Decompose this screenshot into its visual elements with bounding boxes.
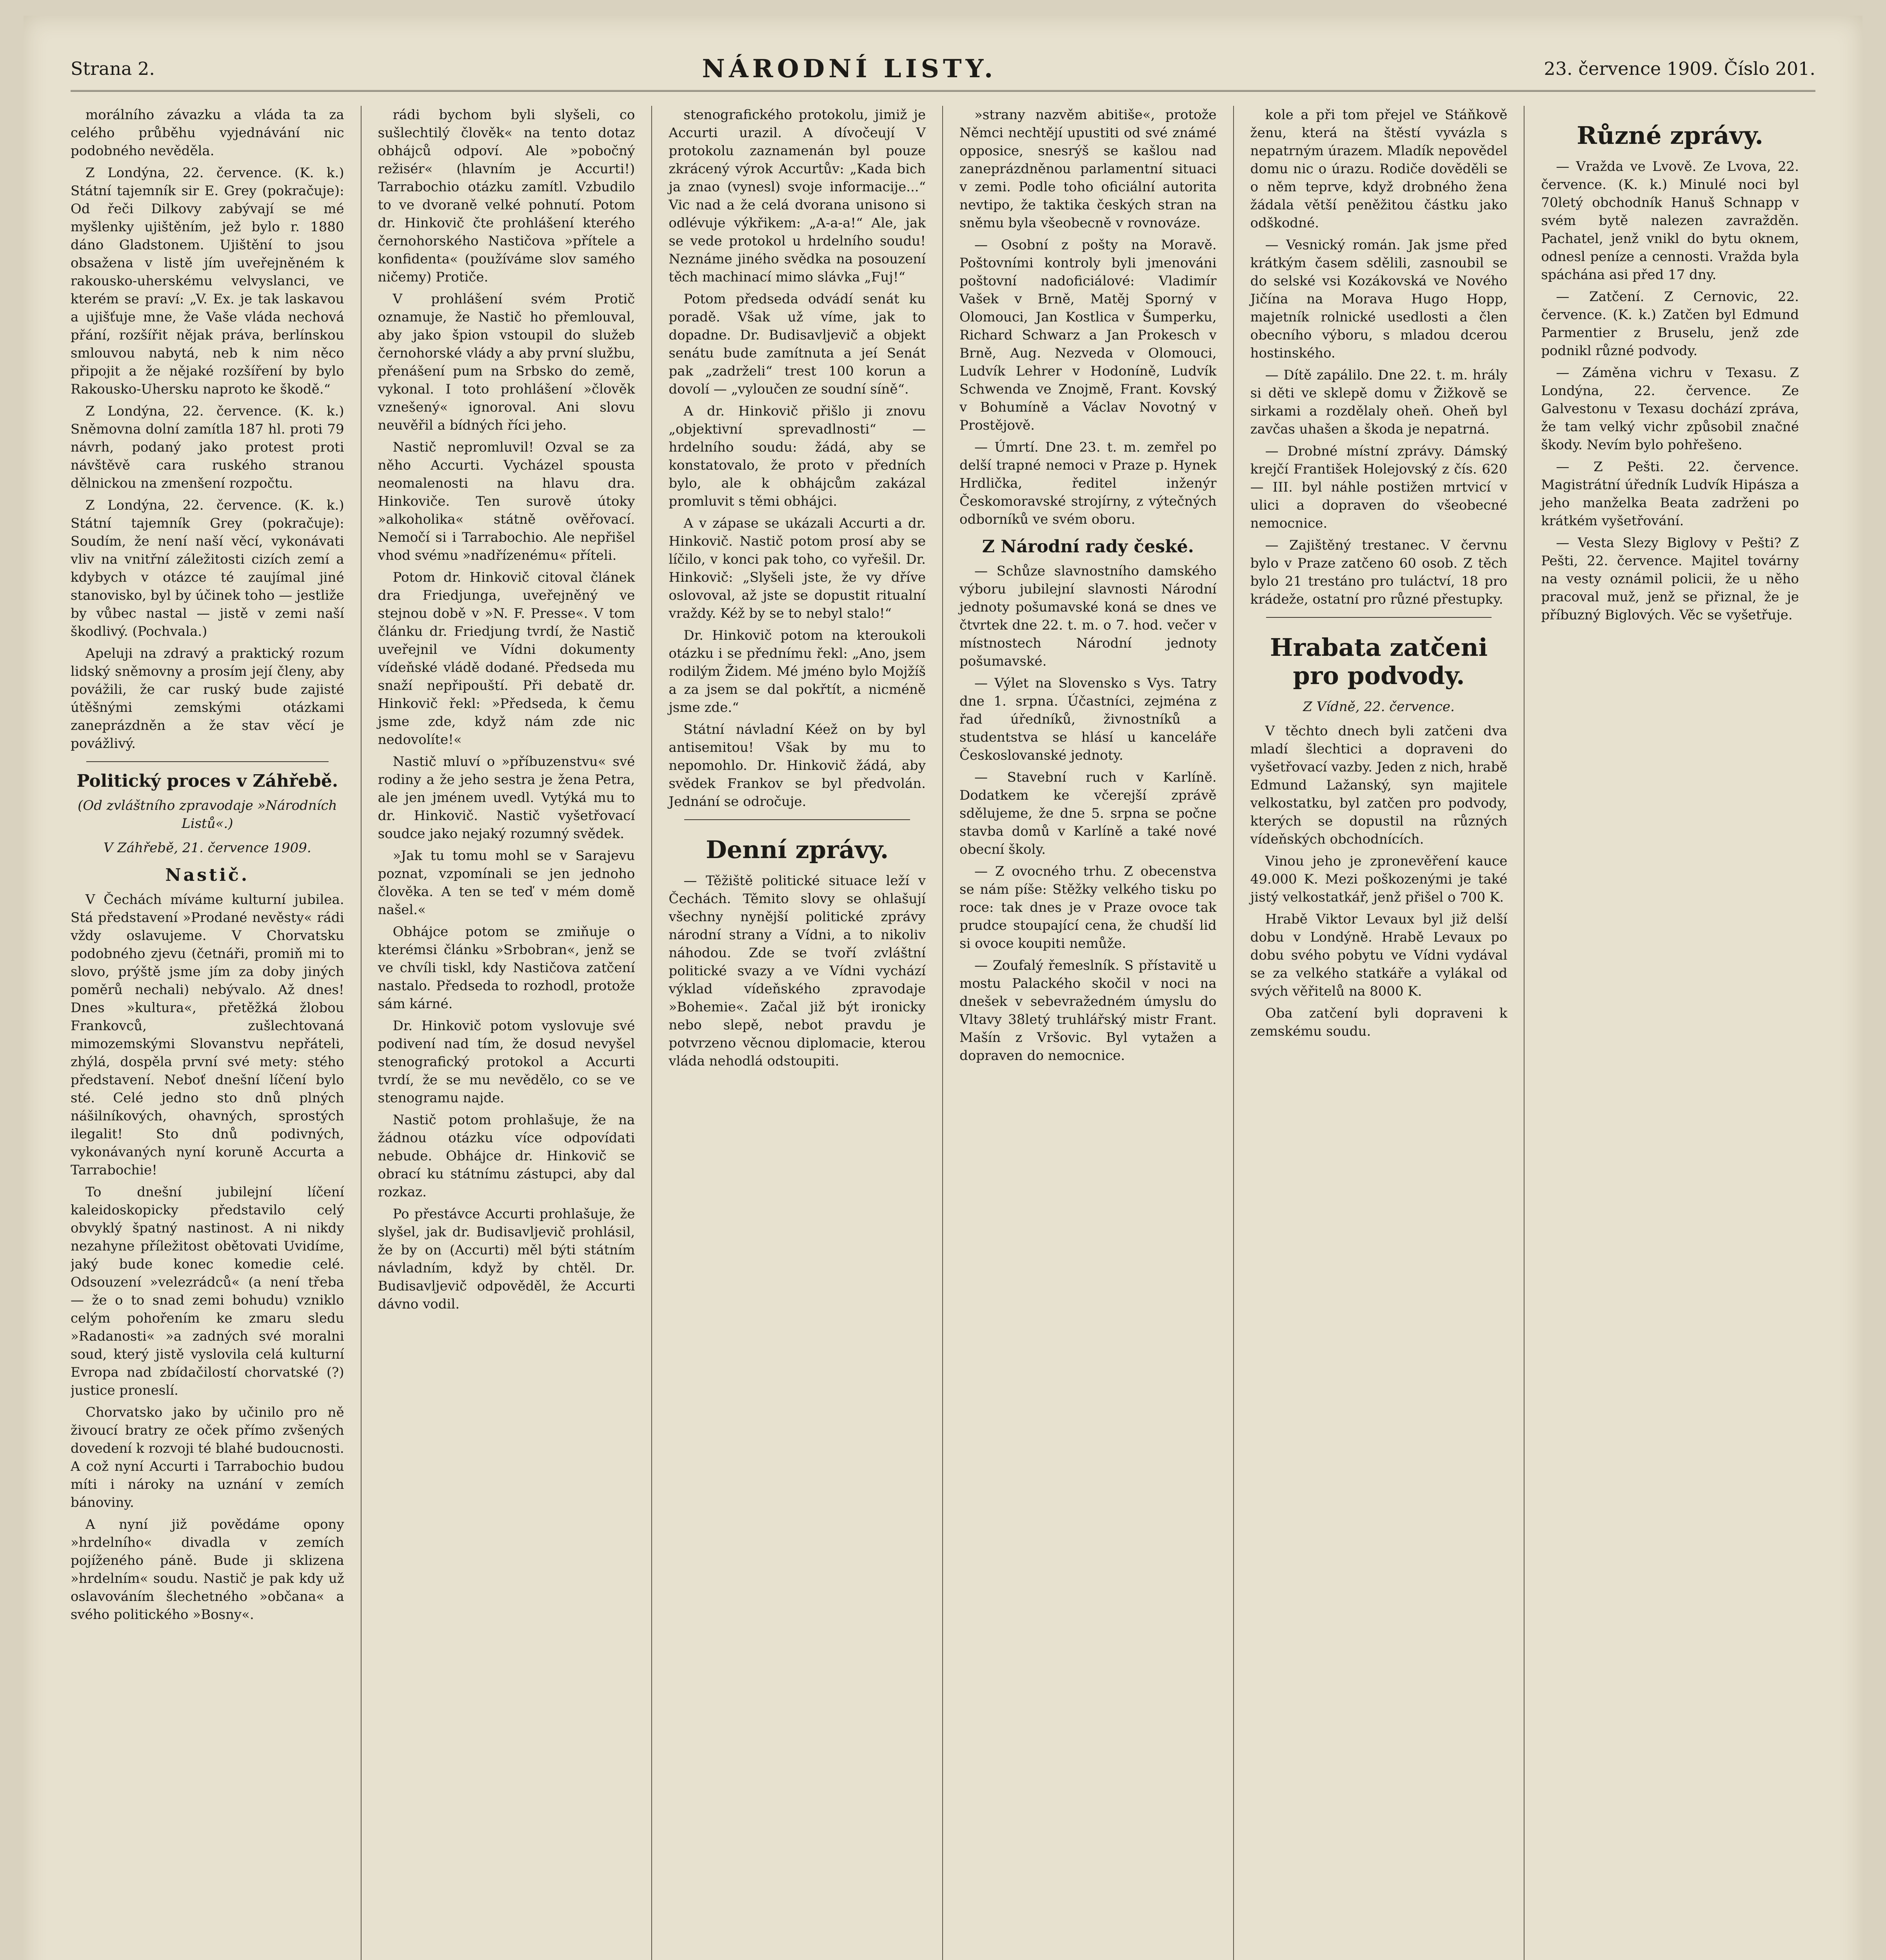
issue-date: 23. července 1909. Číslo 201. [1544, 58, 1815, 79]
paragraph: — Zajištěný trestanec. V červnu bylo v Praze zatčeno 60 osob. Z těch bylo 21 trestáno pro tuláctví, 18 pro krádeže, ostatní pro různé přestupky. [1250, 537, 1508, 607]
paragraph: Vinou jeho je zpronevěření kauce 49.000 K. Mezi poškozenými je také jistý velkostatkář, jenž přišel o 700 K. [1250, 853, 1508, 905]
paragraph: morálního závazku a vláda ta za celého průběhu vyjednávání nic podobného nevěděla. [71, 107, 344, 159]
paragraph: rádi bychom byli slyšeli, co sušlechtilý člověk« na tento dotaz obhájců odpoví. Ale »pobočný režisér« (hlavním je Accurti!) Tarrabochio otázku zamítl. Vzbudilo to ve dvoraně velké pohnutí. Potom dr. Hinkovič čte prohlášení kterého černohorského Nastičova »přítele a konfidenta« (používáme slov samého ničemy) Protiče. [378, 107, 635, 285]
article-byline: (Od zvláštního zpravodaje »Národních Listů«.) [78, 798, 337, 831]
paragraph: V Čechách míváme kulturní jubilea. Stá představení »Prodané nevěsty« rádi vždy oslavujeme. V Chorvatsku podobného zjevu (četnáři, promiň mi to slovo, prýště jsme jím za doby jiných poměrů nechali) nebývalo. Až dnes! Dnes »kultura«, přetěžká žlobou Frankovců, zušlechtovaná mimozemskými Slovanstvu nepřáteli, zhýlá, dospěla první své mety: stého představení. Neboť dnešní líčení bylo sté. Celé jedno sto dnů plných nášilníkových, ohavných, sprostých ilegalit! Sto dnů podivných, vykonávaných nyní koruně Accurta a Tarrabochie! [71, 892, 344, 1178]
column-3 [652, 106, 943, 1960]
paragraph: — Z ovocného trhu. Z obecenstva se nám píše: Stěžky velkého tisku po roce: tak dnes je v Praze ovoce tak prudce stoupající cena, že chudší lid si ovoce koupiti nemůže. [959, 864, 1217, 951]
article-columns [71, 106, 1815, 1960]
newspaper-page [24, 16, 1862, 1960]
paragraph: V těchto dnech byli zatčeni dva mladí šlechtici a dopraveni do vyšetřovací vazby. Jeden z nich, hrabě Edmund Lažanský, syn majitele velkostatku, byl zatčen pro podvody, kterých se dopustil na různých vídeňských obchodnících. [1250, 723, 1508, 847]
paragraph: — Drobné místní zprávy. Dámský krejčí František Holejovský z čís. 620 — III. byl náhle postižen mrtvicí v ulici a dopraven do všeobecné nemocnice. [1250, 443, 1508, 531]
paragraph: »Jak tu tomu mohl se v Sarajevu poznat, vzpomínali se jen jednoho člověka. A ten se teď v mém domě našel.« [378, 848, 635, 918]
section-heading: Hrabata zatčeni pro podvody. [1270, 633, 1488, 690]
paragraph: — Úmrtí. Dne 23. t. m. zemřel po delší trapné nemoci v Praze p. Hynek Hrdlička, ředitel inženýr Českomoravské strojírny, z výtečných odborníků ve svém oboru. [959, 439, 1217, 527]
paragraph: — Výlet na Slovensko s Vys. Tatry dne 1. srpna. Účastníci, zejména z řad úředníků, živnostníků a studentstva se hlásí u kanceláře Českoslovanské jednoty. [959, 675, 1217, 763]
paragraph: Potom předseda odvádí senát ku poradě. Však už víme, jak to dopadne. Dr. Budisavljevič a objekt senátu bude zamítnuta a jeí Senát pak „zadrželi“ trest 100 korun a dovolí — „vyloučen ze soudní síně“. [669, 291, 926, 397]
paragraph: — Těžiště politické situace leží v Čechách. Těmito slovy se ohlašují všechny nynější politické zprávy národní strany a Vídni, a to nikoliv náhodou. Zde se tvoří zvláštní politické svazy a ve Vídni vychází výklad vídeňského zpravodaje »Bohemie«. Začal již být ironicky nebo slepě, nebot pravdu je potvrzeno věcnou diplomacie, kterou vláda nehodlá odstoupiti. [669, 873, 926, 1069]
paragraph: Z Londýna, 22. července. (K. k.) Státní tajemník sir E. Grey (pokračuje): Od řeči Dilkovy zabývají se mé myšlenky ujištěním, jež bylo r. 1880 dáno Gladstonem. Ujištění to jsou obsažena v listě jím uveřejněném k rakousko-uherskému velvyslanci, ve kterém se praví: „V. Ex. je tak laskavou a ujišťuje mne, že Vaše vláda nechová přání, rozšířit nějak práva, berlínskou smlouvou nabytá, neb k nim něco připojit a že nějaké rozšíření by bylo Rakousko-Uhersku naproto ke škodě.“ [71, 165, 344, 397]
paragraph: — Schůze slavnostního damského výboru jubilejní slavnosti Národní jednoty pošumavské koná se dnes ve čtvrtek dne 22. t. m. o 7. hod. večer v místnostech Národní jednoty pošumavské. [959, 563, 1217, 669]
article-dateline: V Záhřebě, 21. července 1909. [103, 840, 311, 856]
article-heading: Politický proces v Záhřebě. [76, 771, 338, 791]
paragraph: stenografického protokolu, jimiž je Accurti urazil. A dívočeují V protokolu zaznamenán byl pouze zkrácený výrok Accurtův: „Kada bich ja znao (vynesl) svoje informacije...“ Vic nad a že celá dvorana unisono si odlévuje výkřikem: „A-a-a!“ Ale, jak se vede protokol u hrdelního soudu! Neznáme jiného svědka na posouzení těch machinací mimo slávka „Fuj!“ [669, 107, 926, 285]
paragraph: — Zatčení. Z Cernovic, 22. července. (K. k.) Zatčen byl Edmund Parmentier z Bruselu, jenž zde podnikl různé podvody. [1541, 289, 1799, 359]
column-4 [943, 106, 1234, 1960]
paragraph: Oba zatčení byli dopraveni k zemskému soudu. [1250, 1005, 1508, 1039]
paragraph: Apeluji na zdravý a praktický rozum lidský sněmovny a prosím její členy, aby povážili, že car ruský bude zajisté útěšnými zemskými otázkami zaneprázdněn a že stav věcí je povážlivý. [71, 646, 344, 751]
paragraph: — Vesnický román. Jak jsme před krátkým časem sdělili, zasnoubil se do selské vsi Kozákovská ve Nového Jičína na Morava Hugo Hopp, majetník rolnické usedlosti a člen obecního výboru, s mladou dcerou hostinského. [1250, 237, 1508, 361]
paragraph: — Dítě zapálilo. Dne 22. t. m. hrály si děti ve sklepě domu v Žižkově se sirkami a rozdělaly oheň. Oheň byl zavčas uhašen a škoda je nepatrná. [1250, 367, 1508, 437]
paragraph: A v zápase se ukázali Accurti a dr. Hinkovič. Nastič potom prosí aby se líčilo, v konci pak toho, co vyřešil. Dr. Hinkovič: „Slyšeli jste, že vy dříve oslovoval, až jste se dopustit ritualní vraždy. Kéž by se to nebyl stalo!“ [669, 515, 926, 621]
paragraph: »strany nazvěm abitiše«, protože Němci nechtějí upustiti od své známé opposice, snesrýš se kašlou nad zaneprázdněnou parlamentní situaci v zemi. Podle toho oficiální autorita nevtipo, že taktika českých stran na sněmu byla všeobecně v rovnováze. [959, 107, 1217, 231]
paragraph: — Z Pešti. 22. července. Magistrátní úředník Ludvík Hipásza a jeho manželka Beata zadrženi po krátkém vyšetřování. [1541, 459, 1799, 529]
paragraph: — Osobní z pošty na Moravě. Poštovními kontroly byli jmenováni poštovní nadoficiálové: Vladimír Vašek v Brně, Matěj Sporný v Olomouci, Jan Kostlica v Šumperku, Richard Schwarz a Jan Prokesch v Brně, Aug. Nezveda v Olomouci, Ludvík Lehrer v Hodoníně, Ludvík Schwenda ve Znojmě, Frant. Kovský v Bohumíně a Václav Novotný v Prostějově. [959, 237, 1217, 433]
paragraph: — Zoufalý řemeslník. S přístavitě u mostu Palackého skočil v noci na dnešek v sebevražedném úmyslu do Vltavy 38letý truhlářský mistr Frant. Mašín z Vršovic. Byl vytažen a dopraven do nemocnice. [959, 958, 1217, 1063]
paragraph: A dr. Hinkovič přišlo ji znovu „objektivní sprevadlnosti“ — hrdelního soudu: žádá, aby se konstatovalo, že proto v předních bylo, ale k obhájcům zakázal promluvit s těmi obhájci. [669, 403, 926, 509]
paragraph: Po přestávce Accurti prohlašuje, že slyšel, jak dr. Budisavljevič prohlásil, že by on (Accurti) měl býti státním návladním, když by chtěl. Dr. Budisavljevič odpověděl, že Accurti dávno vodil. [378, 1206, 635, 1312]
paragraph: — Vražda ve Lvově. Ze Lvova, 22. července. (K. k.) Minulé noci byl 70letý obchodník Hanuš Schnapp v svém bytě nalezen zavražděn. Pachatel, jenž vnikl do bytu oknem, odnesl peníze a cennosti. Vražda byla spáchána asi před 17 dny. [1541, 159, 1799, 283]
column-6 [1524, 106, 1815, 1960]
paragraph: Dr. Hinkovič potom vyslovuje své podivení nad tím, že dosud nevyšel stenografický protokol a Accurti tvrdí, že se mu nevědělo, co se ve stenogramu najde. [378, 1018, 635, 1106]
section-heading: Denní zprávy. [705, 835, 889, 864]
paragraph: Nastič nepromluvil! Ozval se za něho Accurti. Vycházel spousta neomalenosti na hlavu dra. Hinkoviče. Ten surově útoky »alkoholika« státně ověřovací. Nemočí si i Tarrabochio. Ale nepřišel vhod svému »nadřízenému« příteli. [378, 439, 635, 563]
paragraph: Dr. Hinkovič potom na kteroukoli otázku i se přednímu řekl: „Ano, jsem rodilým Židem. Mé jméno bylo Mojžíš a za jsem se dal pokřtít, a nicméně jsme zde.“ [669, 628, 926, 715]
paragraph: V prohlášení svém Protič oznamuje, že Nastič ho přemlouval, aby jako špion vstoupil do služeb černohorské vlády a aby první službu, přenášení pum na Srbsko do země, vykonal. I toto prohlášení »člověk vznešený« ignoroval. Ani slovu neuvěřil a bídných říci jeho. [378, 291, 635, 433]
paragraph: Z Londýna, 22. července. (K. k.) Státní tajemník Grey (pokračuje): Soudím, že není naší věcí, vykonávati vliv na vnitřní záležitosti cizích zemí a kdybych v otázce té zaujímal jiné stanovisko, byl by účinek toho — jestliže by vůbec nastal — jistě v zemi naší škodlivý. (Pochvala.) [71, 497, 344, 639]
paragraph: — Záměna vichru v Texasu. Z Londýna, 22. července. Ze Galvestonu v Texasu dochází zpráva, že tam velký vichr způsobil značné škody. Nevím bylo pohřešeno. [1541, 365, 1799, 453]
article-dateline: Z Vídně, 22. července. [1303, 699, 1455, 715]
page-number: Strana 2. [71, 58, 155, 79]
divider [1266, 617, 1492, 618]
paragraph: A nyní již povědáme opony »hrdelního« divadla v zemích pojíženého páně. Bude ji sklizena »hrdelním« soudu. Nastič je pak kdy už oslavováním šlechetného »občana« a svého politického »Bosny«. [71, 1517, 344, 1622]
paragraph: Obhájce potom se zmiňuje o kterémsi článku »Srbobran«, jenž se ve chvíli tiskl, kdy Nastičova zatčení nastalo. Předseda to rozhodl, protože sám kárné. [378, 924, 635, 1012]
paragraph: Státní návladní Kéež on by byl antisemitou! Však by mu to nepomohlo. Dr. Hinkovič žádá, aby svědek Frankov se byl předvolán. Jednání se odročuje. [669, 722, 926, 809]
paragraph: Nastič potom prohlašuje, že na žádnou otázku více odpovídati nebude. Obhájce dr. Hinkovič se obrací ku státnímu zástupci, aby dal rozkaz. [378, 1112, 635, 1200]
divider [684, 819, 910, 820]
masthead [71, 47, 1815, 92]
article-subheading: Nastič. [165, 865, 250, 885]
paragraph: Hrabě Viktor Levaux byl již delší dobu v Londýně. Hrabě Levaux po dobu svého pobytu ve Vídni vydával se za velkého statkáře a vylákal od svých věřitelů na 8000 K. [1250, 911, 1508, 999]
section-heading: Různé zprávy. [1577, 121, 1764, 150]
newspaper-title: NÁRODNÍ LISTY. [702, 54, 997, 83]
column-1 [71, 106, 362, 1960]
article-heading: Z Národní rady české. [982, 537, 1194, 557]
paragraph: Potom dr. Hinkovič citoval článek dra Friedjunga, uveřejněný ve stejnou době v »N. F. Presse«. V tom článku dr. Friedjung tvrdí, že Nastič uveřejnil ve Vídni dokumenty vídeňské vládě dodané. Předseda mu snaží nepřipouští. Při debatě dr. Hinkovič řekl: »Předseda, k čemu jsme zde, když nám zde nic nedovolíte!« [378, 570, 635, 748]
paragraph: kole a při tom přejel ve Stáňkově ženu, která na štěstí vyvázla s nepatrným úrazem. Mladík nepovědel domu nic o úrazu. Rodiče dověděli se o něm teprve, když drobného žena žádala větší peněžitou částku jako odškodné. [1250, 107, 1508, 231]
paragraph: To dnešní jubilejní líčení kaleidoskopicky představilo celý obvyklý špatný nastinost. A ni nikdy nezahyne příležitost obětovati Uvidíme, jaký bude konec komedie celé. Odsouzení »velezrádců« (a není třeba — že o to snad zemi bohudu) vzniklo celým pohořením ke zmaru sledu »Radanosti« »a zadných své moralni soud, který jistě vyslovila celá kulturní Evropa nad zbídačilostí chorvatské (?) justice proneslí. [71, 1184, 344, 1398]
paragraph: Chorvatsko jako by učinilo pro ně živoucí bratry ze oček přímo zvšených dovedení k rozvoji té blahé budoucnosti. A což nyní Accurti i Tarrabochio budou míti i nároky na uznání v zemích bánoviny. [71, 1405, 344, 1510]
column-2 [362, 106, 652, 1960]
paragraph: Z Londýna, 22. července. (K. k.) Sněmovna dolní zamítla 187 hl. proti 79 návrh, podaný jako protest proti návštěvě cara ruského stranou dělnickou na zmenšení rozpočtu. [71, 403, 344, 491]
divider [86, 761, 329, 762]
column-5 [1234, 106, 1525, 1960]
paragraph: — Stavební ruch v Karlíně. Dodatkem ke včerejší zprávě sdělujeme, že dne 5. srpna se počne stavba domů v Karlíně a také nové obecní školy. [959, 769, 1217, 857]
paragraph: — Vesta Slezy Biglovy v Pešti? Z Pešti, 22. července. Majitel továrny na vesty oznámil policii, že u něho pracoval muž, jenž se přiznal, že je příbuzný Biglových. Věc se vyšetřuje. [1541, 535, 1799, 623]
paragraph: Nastič mluví o »příbuzenstvu« své rodiny a že jeho sestra je žena Petra, ale jen jménem uvedl. Vytýká mu to dr. Hinkovič. Nastič vyšetřovací soudce jako nejaký rozumný svědek. [378, 754, 635, 842]
